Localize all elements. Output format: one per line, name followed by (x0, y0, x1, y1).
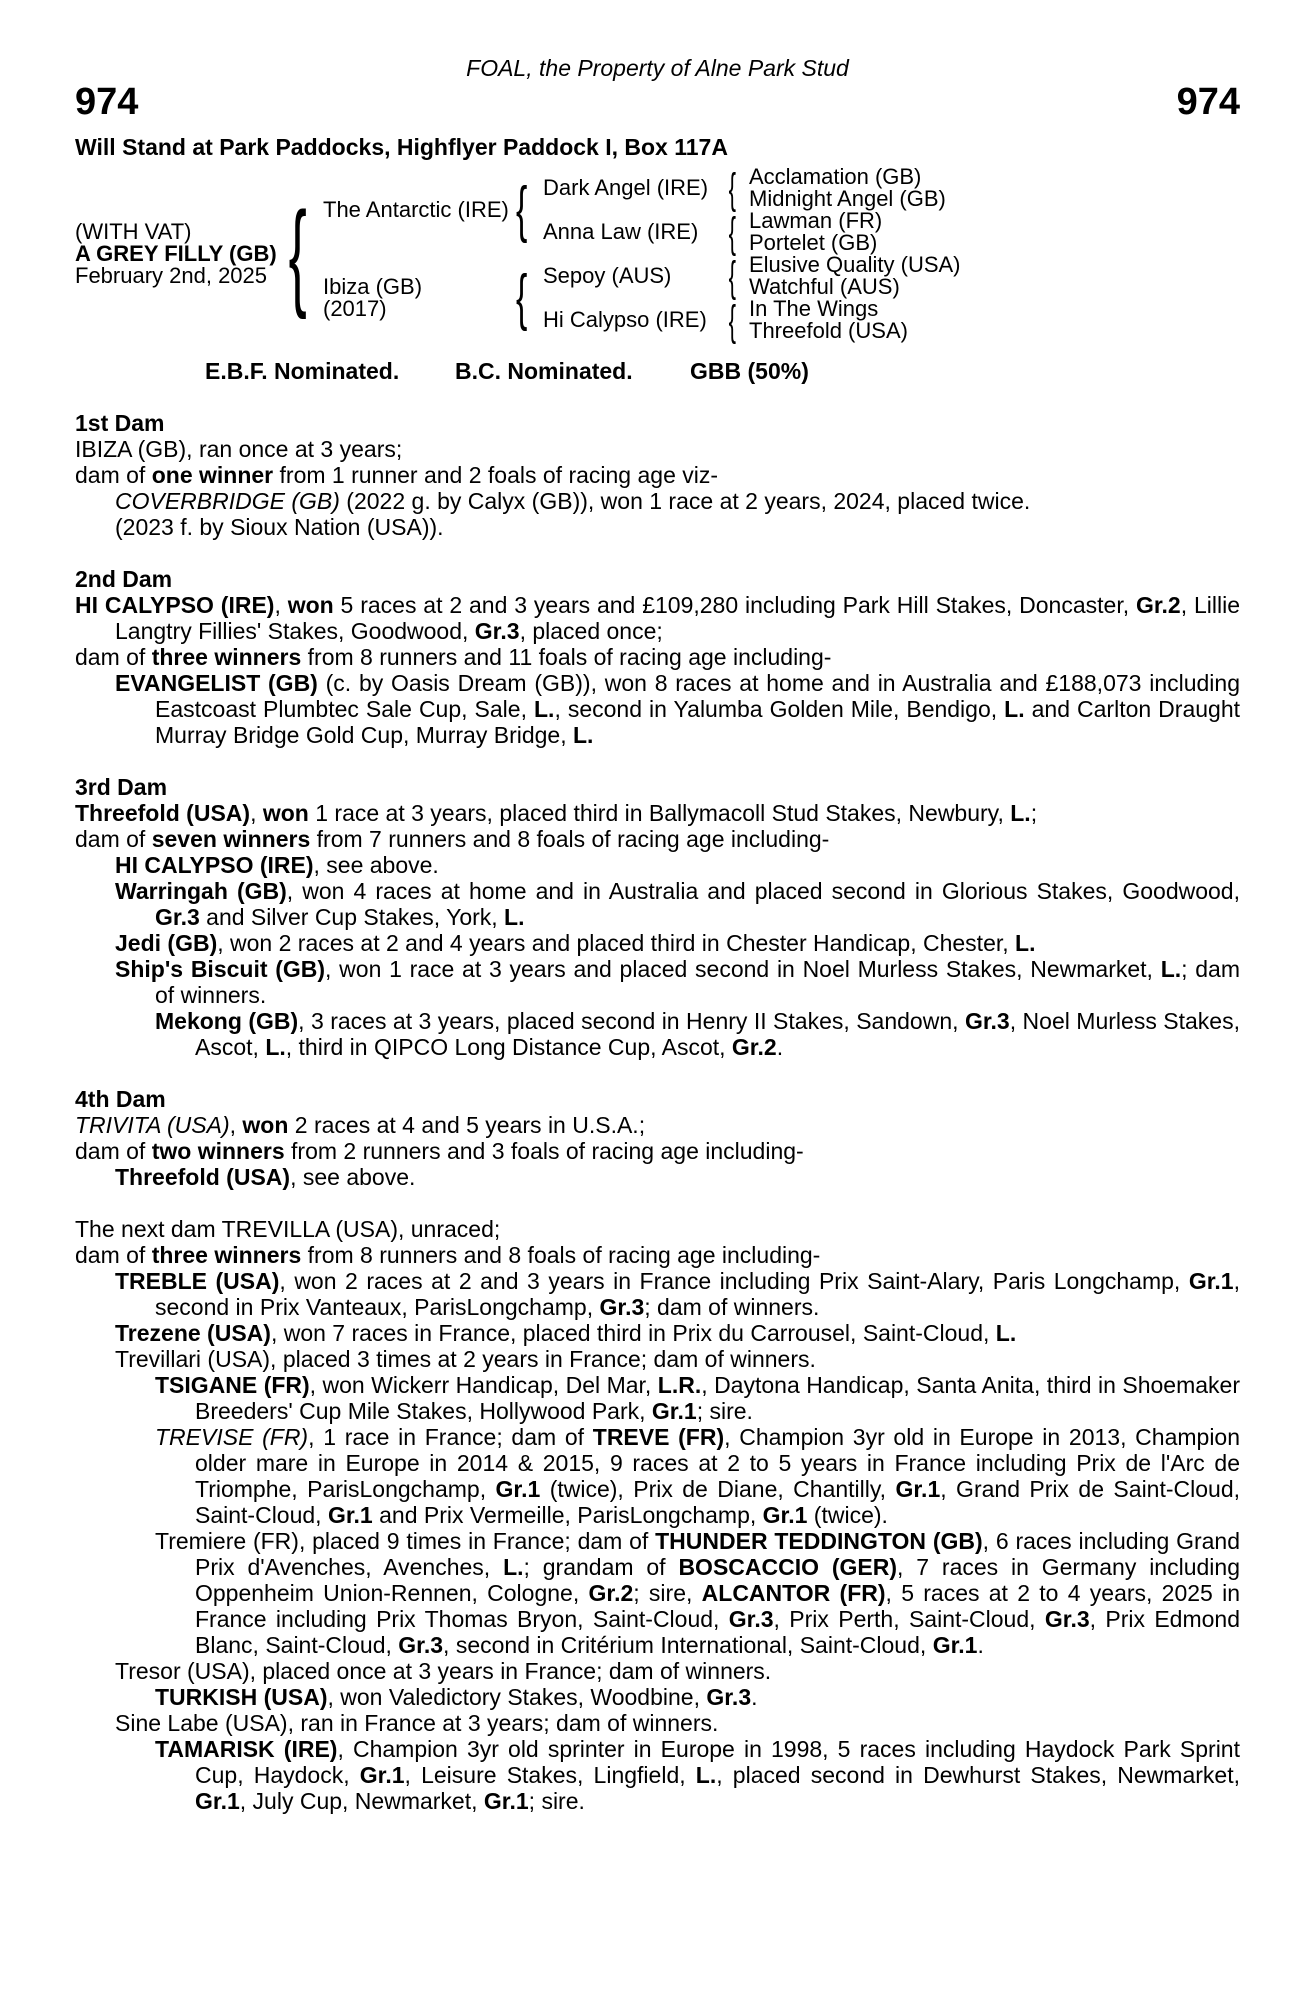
stand-location-line: Will Stand at Park Paddocks, Highflyer Paddock I, Box 117A (75, 134, 728, 160)
text-run: , Leisure Stakes, Lingfield, (404, 1762, 696, 1788)
text-run: , Noel Murless Stakes, Ascot, (195, 1008, 1240, 1060)
text-run: 5 races at 2 and 3 years and £109,280 including Park Hill Stakes, Doncaster, (333, 592, 1136, 618)
text-run: Threefold (USA) (115, 1164, 291, 1190)
pedigree-entry (75, 1112, 1240, 1138)
text-run: ; sire, (633, 1580, 702, 1606)
text-run: ; dam of winners. (644, 1294, 820, 1320)
text-run: ; grandam of (523, 1554, 679, 1580)
text-run: (2023 f. by Sioux Nation (USA)). (115, 514, 444, 540)
text-run: dam of (75, 644, 152, 670)
text-run: Sine Labe (USA), ran in France at 3 years; dam of winners. (115, 1710, 719, 1736)
catalogue-page (75, 0, 1240, 1814)
pedigree-entry (75, 514, 1240, 540)
text-run: , 5 races at 2 to 4 years, 2025 in France including Prix Thomas Bryon, Saint-Cloud, (195, 1580, 1241, 1632)
pedigree-entry (75, 592, 1240, 644)
text-run: (c. by Oasis Dream (GB)), won 8 races at home and in Australia and £188,073 including Eastcoast Plumbtec Sale Cup, Sale, (155, 670, 1241, 722)
text-run: , 1 race in France; dam of (308, 1424, 593, 1450)
pedigree-entry (75, 826, 1240, 852)
pedigree-entry (75, 852, 1240, 878)
text-run: Gr.3 (398, 1632, 444, 1658)
gbb-label: GBB (50%) (690, 358, 809, 384)
text-run: (twice), Prix de Diane, Chantilly, (540, 1476, 896, 1502)
text-run: Gr.2 (588, 1580, 634, 1606)
text-run: , Lillie Langtry Fillies' Stakes, Goodwood, (115, 592, 1240, 644)
text-run: Trezene (USA) (115, 1320, 271, 1346)
nominations-row (75, 358, 1240, 384)
text-run: Gr.1 (651, 1398, 697, 1424)
text-run: seven winners (151, 826, 311, 852)
lot-number-row (75, 82, 1240, 122)
text-run: , won Wickerr Handicap, Del Mar, (309, 1372, 658, 1398)
text-run: COVERBRIDGE (GB) (115, 488, 340, 514)
brace-icon: { (728, 207, 736, 257)
granddam-name: Hi Calypso (IRE) (543, 307, 707, 332)
text-run: L. (1004, 696, 1025, 722)
text-run: Gr.1 (1188, 1268, 1234, 1294)
text-run: HI CALYPSO (IRE) (75, 592, 275, 618)
pedigree-entry (75, 1268, 1240, 1320)
text-run: L. (1160, 956, 1182, 982)
dam-year: (2017) (323, 296, 387, 321)
text-run: two winners (151, 1138, 285, 1164)
great-grandparent-name: Lawman (FR) (749, 208, 883, 233)
text-run: , second in Critérium International, Saint-Cloud, (443, 1632, 933, 1658)
text-run: from 2 runners and 3 foals of racing age including- (284, 1138, 804, 1164)
text-run: IBIZA (GB), ran once at 3 years; (75, 436, 403, 462)
text-run: L. (695, 1762, 717, 1788)
text-run: , see above. (313, 852, 439, 878)
text-run: , Prix Perth, Saint-Cloud, (773, 1606, 1045, 1632)
text-run: , 3 races at 3 years, placed second in Henry II Stakes, Sandown, (298, 1008, 965, 1034)
text-run: Gr.3 (1044, 1606, 1090, 1632)
pedigree-entry (75, 800, 1240, 826)
text-run: TSIGANE (FR) (155, 1372, 310, 1398)
text-run: dam of (75, 826, 152, 852)
pedigree-tree (75, 163, 1240, 348)
text-run: , (250, 800, 263, 826)
text-run: HI CALYPSO (IRE) (115, 852, 314, 878)
text-run: Gr.2 (1135, 592, 1181, 618)
text-run: L. (1010, 800, 1031, 826)
text-run: , second in Yalumba Golden Mile, Bendigo, (554, 696, 1005, 722)
text-run: Threefold (USA) (75, 800, 251, 826)
text-run: THUNDER TEDDINGTON (GB) (655, 1528, 983, 1554)
text-run: won (287, 592, 334, 618)
pedigree-entry (75, 1684, 1240, 1710)
catalogue-body (75, 410, 1240, 1814)
pedigree-entry (75, 1320, 1240, 1346)
text-run: from 8 runners and 11 foals of racing age including- (301, 644, 832, 670)
text-run: three winners (151, 644, 302, 670)
text-run: Gr.2 (731, 1034, 777, 1060)
text-run: Gr.3 (706, 1684, 752, 1710)
text-run: Trevillari (USA), placed 3 times at 2 years in France; dam of winners. (115, 1346, 816, 1372)
pedigree-entry (75, 488, 1240, 514)
text-run: dam of (75, 1242, 152, 1268)
dam-section-heading: 1st Dam (75, 410, 165, 436)
text-run: won (242, 1112, 289, 1138)
text-run: , Prix Edmond Blanc, Saint-Cloud, (195, 1606, 1241, 1658)
text-run: . (977, 1632, 984, 1658)
text-run: TAMARISK (IRE) (155, 1736, 338, 1762)
ebf-nominated-label: E.B.F. Nominated. (205, 358, 400, 384)
text-run: Gr.3 (728, 1606, 774, 1632)
pedigree-entry (75, 462, 1240, 488)
pedigree-entry (75, 878, 1240, 930)
text-run: Gr.3 (964, 1008, 1010, 1034)
text-run: L. (503, 1554, 524, 1580)
pedigree-entry (75, 1242, 1240, 1268)
subject-name: A GREY FILLY (GB) (75, 241, 277, 266)
text-run: Gr.1 (195, 1788, 240, 1814)
text-run: , July Cup, Newmarket, (239, 1788, 484, 1814)
text-run: , Champion 3yr old in Europe in 2013, Champion older mare in Europe in 2014 & 2015, 9 races at 2 to 5 years in France including Prix de l'Arc de Triomphe, ParisLongchamp, (195, 1424, 1241, 1502)
brace-icon: { (728, 251, 736, 301)
text-run: L.R. (657, 1372, 702, 1398)
text-run: three winners (151, 1242, 302, 1268)
text-run: Gr.3 (155, 904, 200, 930)
text-run: , Champion 3yr old sprinter in Europe in 1998, 5 races including Haydock Park Sprint Cup, Haydock, (195, 1736, 1240, 1788)
text-run: TREVE (FR) (592, 1424, 725, 1450)
brace-icon: { (516, 175, 528, 245)
dam-section-heading: 4th Dam (75, 1086, 166, 1112)
pedigree-entry (75, 1008, 1240, 1060)
text-run: ALCANTOR (FR) (701, 1580, 886, 1606)
text-run: and Prix Vermeille, ParisLongchamp, (372, 1502, 763, 1528)
text-run: . (776, 1034, 784, 1060)
text-run: dam of (75, 1138, 152, 1164)
text-run: Tresor (USA), placed once at 3 years in France; dam of winners. (115, 1658, 772, 1684)
great-grandparent-name: Portelet (GB) (749, 230, 878, 255)
text-run: Jedi (GB) (115, 930, 218, 956)
pedigree-entry (75, 1710, 1240, 1736)
text-run: Gr.1 (895, 1476, 941, 1502)
text-run: The next dam TREVILLA (USA), unraced; (75, 1216, 501, 1242)
text-run: 1 race at 3 years, placed third in Ballymacoll Stud Stakes, Newbury, (308, 800, 1011, 826)
text-run: Warringah (GB) (115, 878, 287, 904)
great-grandparent-name: Watchful (AUS) (749, 274, 900, 299)
text-run: (twice). (807, 1502, 888, 1528)
great-grandparent-name: Elusive Quality (USA) (749, 252, 961, 277)
text-run: , second in Prix Vanteaux, ParisLongchamp, (155, 1268, 1240, 1320)
text-run: Gr.1 (327, 1502, 373, 1528)
great-grandparent-name: Midnight Angel (GB) (749, 186, 946, 211)
vat-note: (WITH VAT) (75, 219, 192, 244)
grandsire-name: Dark Angel (IRE) (543, 175, 709, 200)
granddam-name: Anna Law (IRE) (543, 219, 699, 244)
text-run: Gr.1 (762, 1502, 808, 1528)
text-run: , see above. (290, 1164, 416, 1190)
text-run: , placed second in Dewhurst Stakes, Newmarket, (716, 1762, 1240, 1788)
text-run: . (751, 1684, 758, 1710)
text-run: Ship's Biscuit (GB) (115, 956, 326, 982)
text-run: , won 1 race at 3 years and placed second in Noel Murless Stakes, Newmarket, (325, 956, 1161, 982)
text-run: Gr.1 (495, 1476, 541, 1502)
text-run: , Grand Prix de Saint-Cloud, Saint-Cloud, (195, 1476, 1241, 1528)
dam-section-heading: 3rd Dam (75, 774, 168, 800)
text-run: 2 races at 4 and 5 years in U.S.A.; (288, 1112, 646, 1138)
text-run: won (262, 800, 309, 826)
text-run: , Daytona Handicap, Santa Anita, third in Shoemaker Breeders' Cup Mile Stakes, Hollywood Park, (195, 1372, 1240, 1424)
lot-number-left: 974 (75, 81, 139, 123)
text-run: TRIVITA (USA) (75, 1112, 230, 1138)
pedigree-entry (75, 1138, 1240, 1164)
text-run: L. (573, 722, 594, 748)
brace-icon: { (516, 263, 528, 333)
text-run: , (229, 1112, 243, 1138)
pedigree-entry (75, 1658, 1240, 1684)
pedigree-entry (75, 1424, 1240, 1528)
text-run: , won 4 races at home and in Australia and placed second in Glorious Stakes, Goodwood, (286, 878, 1240, 904)
text-run: TREVISE (FR) (155, 1424, 309, 1450)
text-run: BOSCACCIO (GER) (678, 1554, 898, 1580)
text-run: ; sire. (528, 1788, 585, 1814)
text-run: Mekong (GB) (155, 1008, 299, 1034)
text-run: L. (995, 1320, 1017, 1346)
dam-section-heading: 2nd Dam (75, 566, 173, 592)
text-run: from 1 runner and 2 foals of racing age viz- (273, 462, 719, 488)
text-run: Gr.1 (483, 1788, 529, 1814)
text-run: , placed once; (519, 618, 663, 644)
text-run: ; (1030, 800, 1038, 826)
text-run: Tremiere (FR), placed 9 times in France; dam of (155, 1528, 656, 1554)
text-run: , won 2 races at 2 and 4 years and placed third in Chester Handicap, Chester, (217, 930, 1016, 956)
text-run: L. (265, 1034, 286, 1060)
pedigree-entry (75, 1164, 1240, 1190)
brace-icon: { (728, 163, 736, 213)
text-run: , won 2 races at 2 and 3 years in France including Prix Saint-Alary, Paris Longchamp, (279, 1268, 1189, 1294)
subject-foal-date: February 2nd, 2025 (75, 263, 268, 288)
lot-number-right: 974 (1176, 81, 1240, 123)
pedigree-entry (75, 644, 1240, 670)
brace-icon: { (288, 187, 308, 321)
grandsire-name: Sepoy (AUS) (543, 263, 672, 288)
bc-nominated-label: B.C. Nominated. (455, 358, 633, 384)
text-run: ; dam of winners. (155, 956, 1240, 1008)
pedigree-entry (75, 930, 1240, 956)
property-line: FOAL, the Property of Alne Park Stud (466, 55, 849, 81)
pedigree-entry (75, 1736, 1240, 1814)
text-run: Gr.3 (599, 1294, 645, 1320)
text-run: , 7 races in Germany including Oppenheim Union-Rennen, Cologne, (195, 1554, 1240, 1606)
text-run: from 8 runners and 8 foals of racing age including- (301, 1242, 821, 1268)
text-run: , 6 races including Grand Prix d'Avenches, Avenches, (195, 1528, 1241, 1580)
text-run: , (274, 592, 288, 618)
pedigree-entry (75, 436, 1240, 462)
dam-name: Ibiza (GB) (323, 274, 423, 299)
text-run: TREBLE (USA) (115, 1268, 280, 1294)
great-grandparent-name: In The Wings (749, 296, 879, 321)
text-run: ; sire. (696, 1398, 753, 1424)
pedigree-entry (75, 956, 1240, 1008)
text-run: , won 7 races in France, placed third in Prix du Carrousel, Saint-Cloud, (270, 1320, 996, 1346)
brace-icon: { (728, 295, 736, 345)
text-run: EVANGELIST (GB) (115, 670, 318, 696)
pedigree-entry (75, 1216, 1240, 1242)
text-run: dam of (75, 462, 152, 488)
pedigree-entry (75, 1346, 1240, 1372)
text-run: , third in QIPCO Long Distance Cup, Ascot, (285, 1034, 732, 1060)
text-run: TURKISH (USA) (155, 1684, 328, 1710)
text-run: and Carlton Draught Murray Bridge Gold Cup, Murray Bridge, (155, 696, 1241, 748)
text-run: one winner (151, 462, 274, 488)
text-run: Gr.1 (359, 1762, 405, 1788)
text-run: Gr.1 (932, 1632, 978, 1658)
text-run: and Silver Cup Stakes, York, (199, 904, 505, 930)
text-run: Gr.3 (474, 618, 520, 644)
text-run: L. (1015, 930, 1036, 956)
text-run: L. (533, 696, 555, 722)
great-grandparent-name: Acclamation (GB) (749, 164, 922, 189)
sire-name: The Antarctic (IRE) (323, 197, 509, 222)
pedigree-entry (75, 1372, 1240, 1424)
great-grandparent-name: Threefold (USA) (749, 318, 908, 343)
text-run: from 7 runners and 8 foals of racing age including- (310, 826, 830, 852)
text-run: L. (504, 904, 525, 930)
text-run: , won Valedictory Stakes, Woodbine, (327, 1684, 707, 1710)
text-run: (2022 g. by Calyx (GB)), won 1 race at 2 years, 2024, placed twice. (339, 488, 1031, 514)
pedigree-entry (75, 670, 1240, 748)
pedigree-entry (75, 1528, 1240, 1658)
